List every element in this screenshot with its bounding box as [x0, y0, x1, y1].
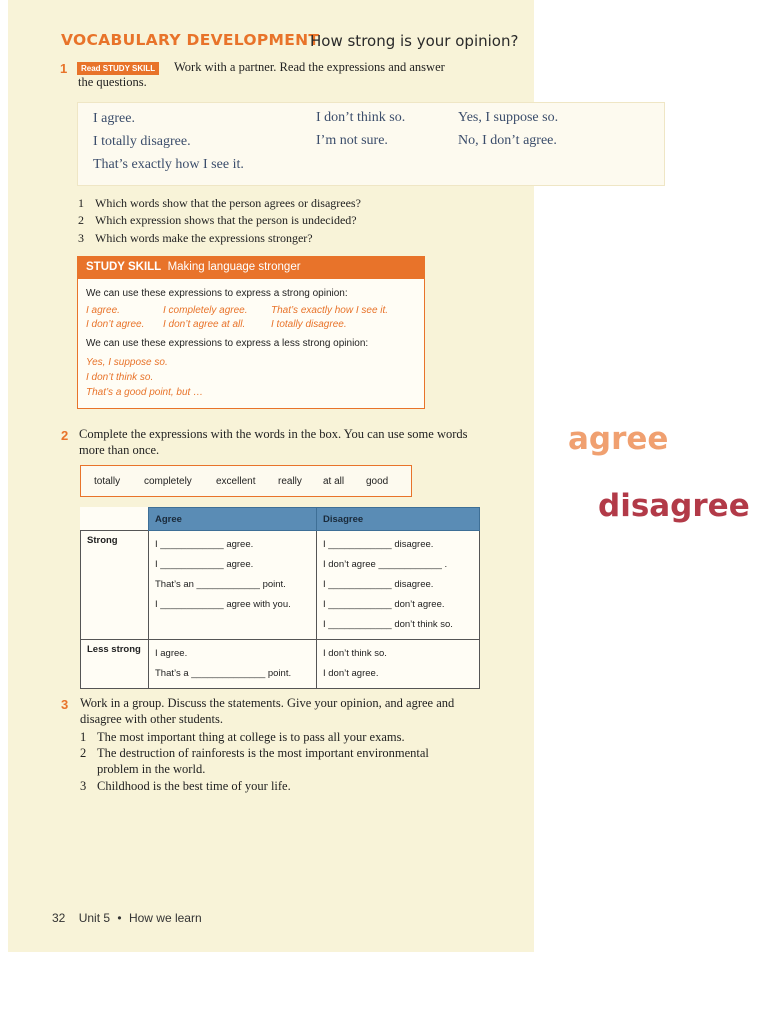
q1-instruction-cont: the questions.	[78, 75, 147, 89]
section-subtitle: How strong is your opinion?	[310, 32, 519, 50]
table-line: That’s an ____________ point.	[155, 579, 286, 590]
expressions-table	[80, 507, 480, 689]
unit-title: How we learn	[128, 911, 202, 925]
table-row	[81, 531, 480, 640]
question-text: Which words show that the person agrees or disagrees?	[95, 196, 361, 210]
study-skill-title	[86, 261, 301, 273]
q2-instruction: Complete the expressions with the words in the box. You can use some words	[79, 427, 468, 441]
disagree-word: disagree	[598, 488, 750, 524]
table-line: I don’t agree.	[323, 668, 379, 679]
expression: Yes, I suppose so.	[458, 110, 559, 125]
question-number: 2	[78, 213, 84, 227]
less-strong-example: Yes, I suppose so.	[86, 357, 168, 368]
expression: I don’t think so.	[316, 110, 406, 125]
table-line: I don’t think so.	[323, 648, 387, 659]
q1-number: 1	[60, 61, 68, 76]
statement-text: The most important thing at college is to pass all your exams.	[97, 730, 405, 744]
strong-example: That’s exactly how I see it.	[271, 305, 389, 316]
strong-example: I don’t agree.	[86, 319, 145, 330]
statement-number: 2	[80, 746, 87, 760]
study-skill-tag: Read STUDY SKILL	[77, 62, 159, 75]
question-number: 3	[78, 231, 84, 245]
q3-number: 3	[61, 697, 69, 712]
row-label: Less strong	[81, 640, 149, 689]
expression: I’m not sure.	[316, 133, 388, 148]
agree-word: agree	[568, 421, 669, 457]
strong-example: I completely agree.	[163, 305, 248, 316]
q1-instruction: Work with a partner. Read the expressions and answer	[174, 60, 445, 74]
table-cell	[149, 640, 317, 689]
strong-example: I don’t agree at all.	[163, 319, 246, 330]
word-item: totally	[94, 476, 121, 487]
expression: That’s exactly how I see it.	[93, 157, 244, 172]
less-strong-example: I don’t think so.	[86, 372, 154, 383]
column-header-disagree: Disagree	[317, 508, 480, 531]
table-cell	[149, 531, 317, 640]
strong-intro: We can use these expressions to express a strong opinion:	[86, 288, 348, 299]
word-item: good	[366, 476, 389, 487]
unit-label: Unit 5	[78, 911, 111, 925]
study-skill-header	[78, 257, 424, 279]
table-line: I ____________ agree with you.	[155, 599, 291, 610]
word-box	[80, 465, 412, 497]
q2-number: 2	[61, 428, 69, 443]
table-cell	[317, 640, 480, 689]
statement-text: Childhood is the best time of your life.	[97, 779, 291, 793]
question-text: Which expression shows that the person is undecided?	[95, 213, 357, 227]
page-number: 32	[52, 911, 66, 925]
word-item: completely	[144, 476, 192, 487]
table-corner	[81, 508, 149, 531]
statement-number: 1	[80, 730, 87, 744]
table-line: I ____________ don’t think so.	[323, 619, 453, 630]
study-skill-heading: Making language stronger	[167, 261, 301, 273]
strong-example: I totally disagree.	[271, 319, 347, 330]
q2-instruction-cont: more than once.	[79, 443, 160, 457]
study-skill-label: STUDY SKILL	[86, 261, 162, 273]
page-footer	[52, 911, 202, 925]
footer-separator: •	[117, 911, 122, 925]
expression: No, I don’t agree.	[458, 133, 557, 148]
statement-text: The destruction of rainforests is the most important environmental	[97, 746, 429, 760]
word-item: at all	[323, 476, 345, 487]
statement-text-cont: problem in the world.	[97, 762, 206, 776]
table-line: I ____________ disagree.	[323, 579, 434, 590]
table-line: That’s a ______________ point.	[155, 668, 292, 679]
strong-example: I agree.	[86, 305, 120, 316]
question-number: 1	[78, 196, 84, 210]
table-line: I ____________ disagree.	[323, 539, 434, 550]
less-strong-example: That’s a good point, but …	[86, 387, 204, 398]
table-cell	[317, 531, 480, 640]
q3-instruction: Work in a group. Discuss the statements. Give your opinion, and agree and	[80, 696, 455, 710]
row-label: Strong	[81, 531, 149, 640]
statement-number: 3	[80, 779, 87, 793]
table-row	[81, 640, 480, 689]
question-text: Which words make the expressions stronger?	[95, 231, 313, 245]
table-line: I agree.	[155, 648, 188, 659]
q3-instruction-cont: disagree with other students.	[80, 712, 224, 726]
less-strong-intro: We can use these expressions to express a less strong opinion:	[86, 338, 369, 349]
expression: I agree.	[93, 111, 135, 126]
table-line: I ____________ don’t agree.	[323, 599, 445, 610]
section-title: VOCABULARY DEVELOPMENT	[61, 31, 320, 49]
table-line: I ____________ agree.	[155, 539, 254, 550]
table-line: I ____________ agree.	[155, 559, 254, 570]
table-line: I don’t agree ____________ .	[323, 559, 448, 570]
word-item: excellent	[216, 476, 256, 487]
column-header-agree: Agree	[149, 508, 317, 531]
word-item: really	[278, 476, 302, 487]
expression: I totally disagree.	[93, 134, 191, 149]
